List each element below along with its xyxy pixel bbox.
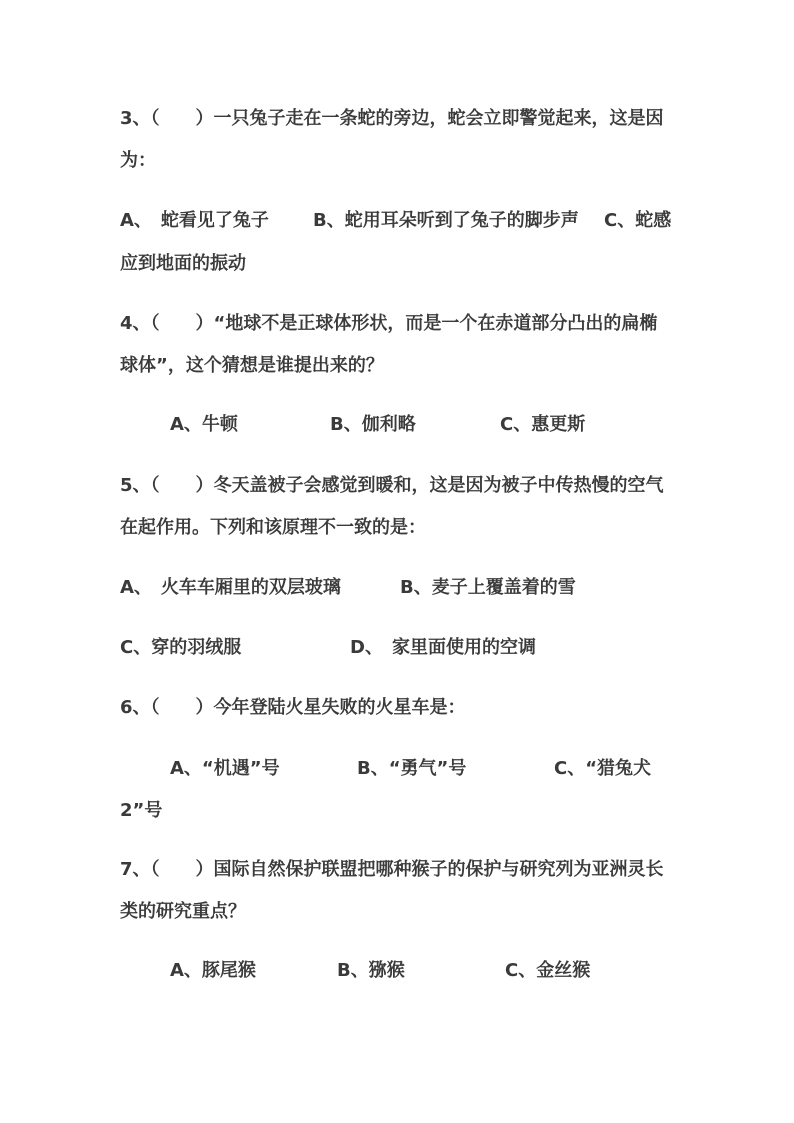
question-7-line-1: 7、（ ）国际自然保护联盟把哪种猴子的保护与研究列为亚洲灵长: [120, 859, 664, 880]
question-3-option-b: B、蛇用耳朵听到了兔子的脚步声: [313, 210, 579, 231]
question-4-line-1: 4、（ ）“地球不是正球体形状，而是一个在赤道部分凸出的扁椭: [120, 313, 658, 334]
question-5-line-1: 5、（ ）冬天盖被子会感觉到暖和，这是因为被子中传热慢的空气: [120, 475, 664, 496]
question-7-option-b: B、猕猴: [337, 960, 405, 981]
question-4-option-b: B、伽利略: [330, 414, 416, 435]
question-6-option-c: C、“猎兔犬: [554, 758, 652, 779]
question-6-option-b: B、“勇气”号: [357, 758, 467, 779]
question-6-line-1: 6、（ ）今年登陆火星失败的火星车是：: [120, 697, 466, 718]
question-7-line-2: 类的研究重点？: [120, 901, 246, 922]
question-5-option-d: D、 家里面使用的空调: [350, 637, 536, 658]
question-4-line-2: 球体”，这个猜想是谁提出来的？: [120, 355, 384, 376]
question-5-line-2: 在起作用。下列和该原理不一致的是：: [120, 517, 426, 538]
question-7-option-c: C、金丝猴: [505, 960, 591, 981]
question-6-option-c-cont: 2”号: [120, 800, 163, 821]
question-5-option-b: B、麦子上覆盖着的雪: [400, 577, 576, 598]
question-3-option-c-cont: 应到地面的振动: [120, 253, 246, 274]
question-4-option-a: A、牛顿: [170, 414, 238, 435]
question-6-option-a: A、“机遇”号: [170, 758, 280, 779]
question-5-option-c: C、穿的羽绒服: [120, 637, 242, 658]
question-3-option-c: C、蛇感: [604, 210, 672, 231]
question-5-option-a: A、 火车车厢里的双层玻璃: [120, 577, 341, 598]
question-3-line-1: 3、（ ）一只兔子走在一条蛇的旁边，蛇会立即警觉起来，这是因: [120, 108, 664, 129]
question-3-line-2: 为：: [120, 150, 156, 171]
question-7-option-a: A、豚尾猴: [170, 960, 256, 981]
question-4-option-c: C、惠更斯: [500, 414, 586, 435]
question-3-option-a: A、 蛇看见了兔子: [120, 210, 269, 231]
